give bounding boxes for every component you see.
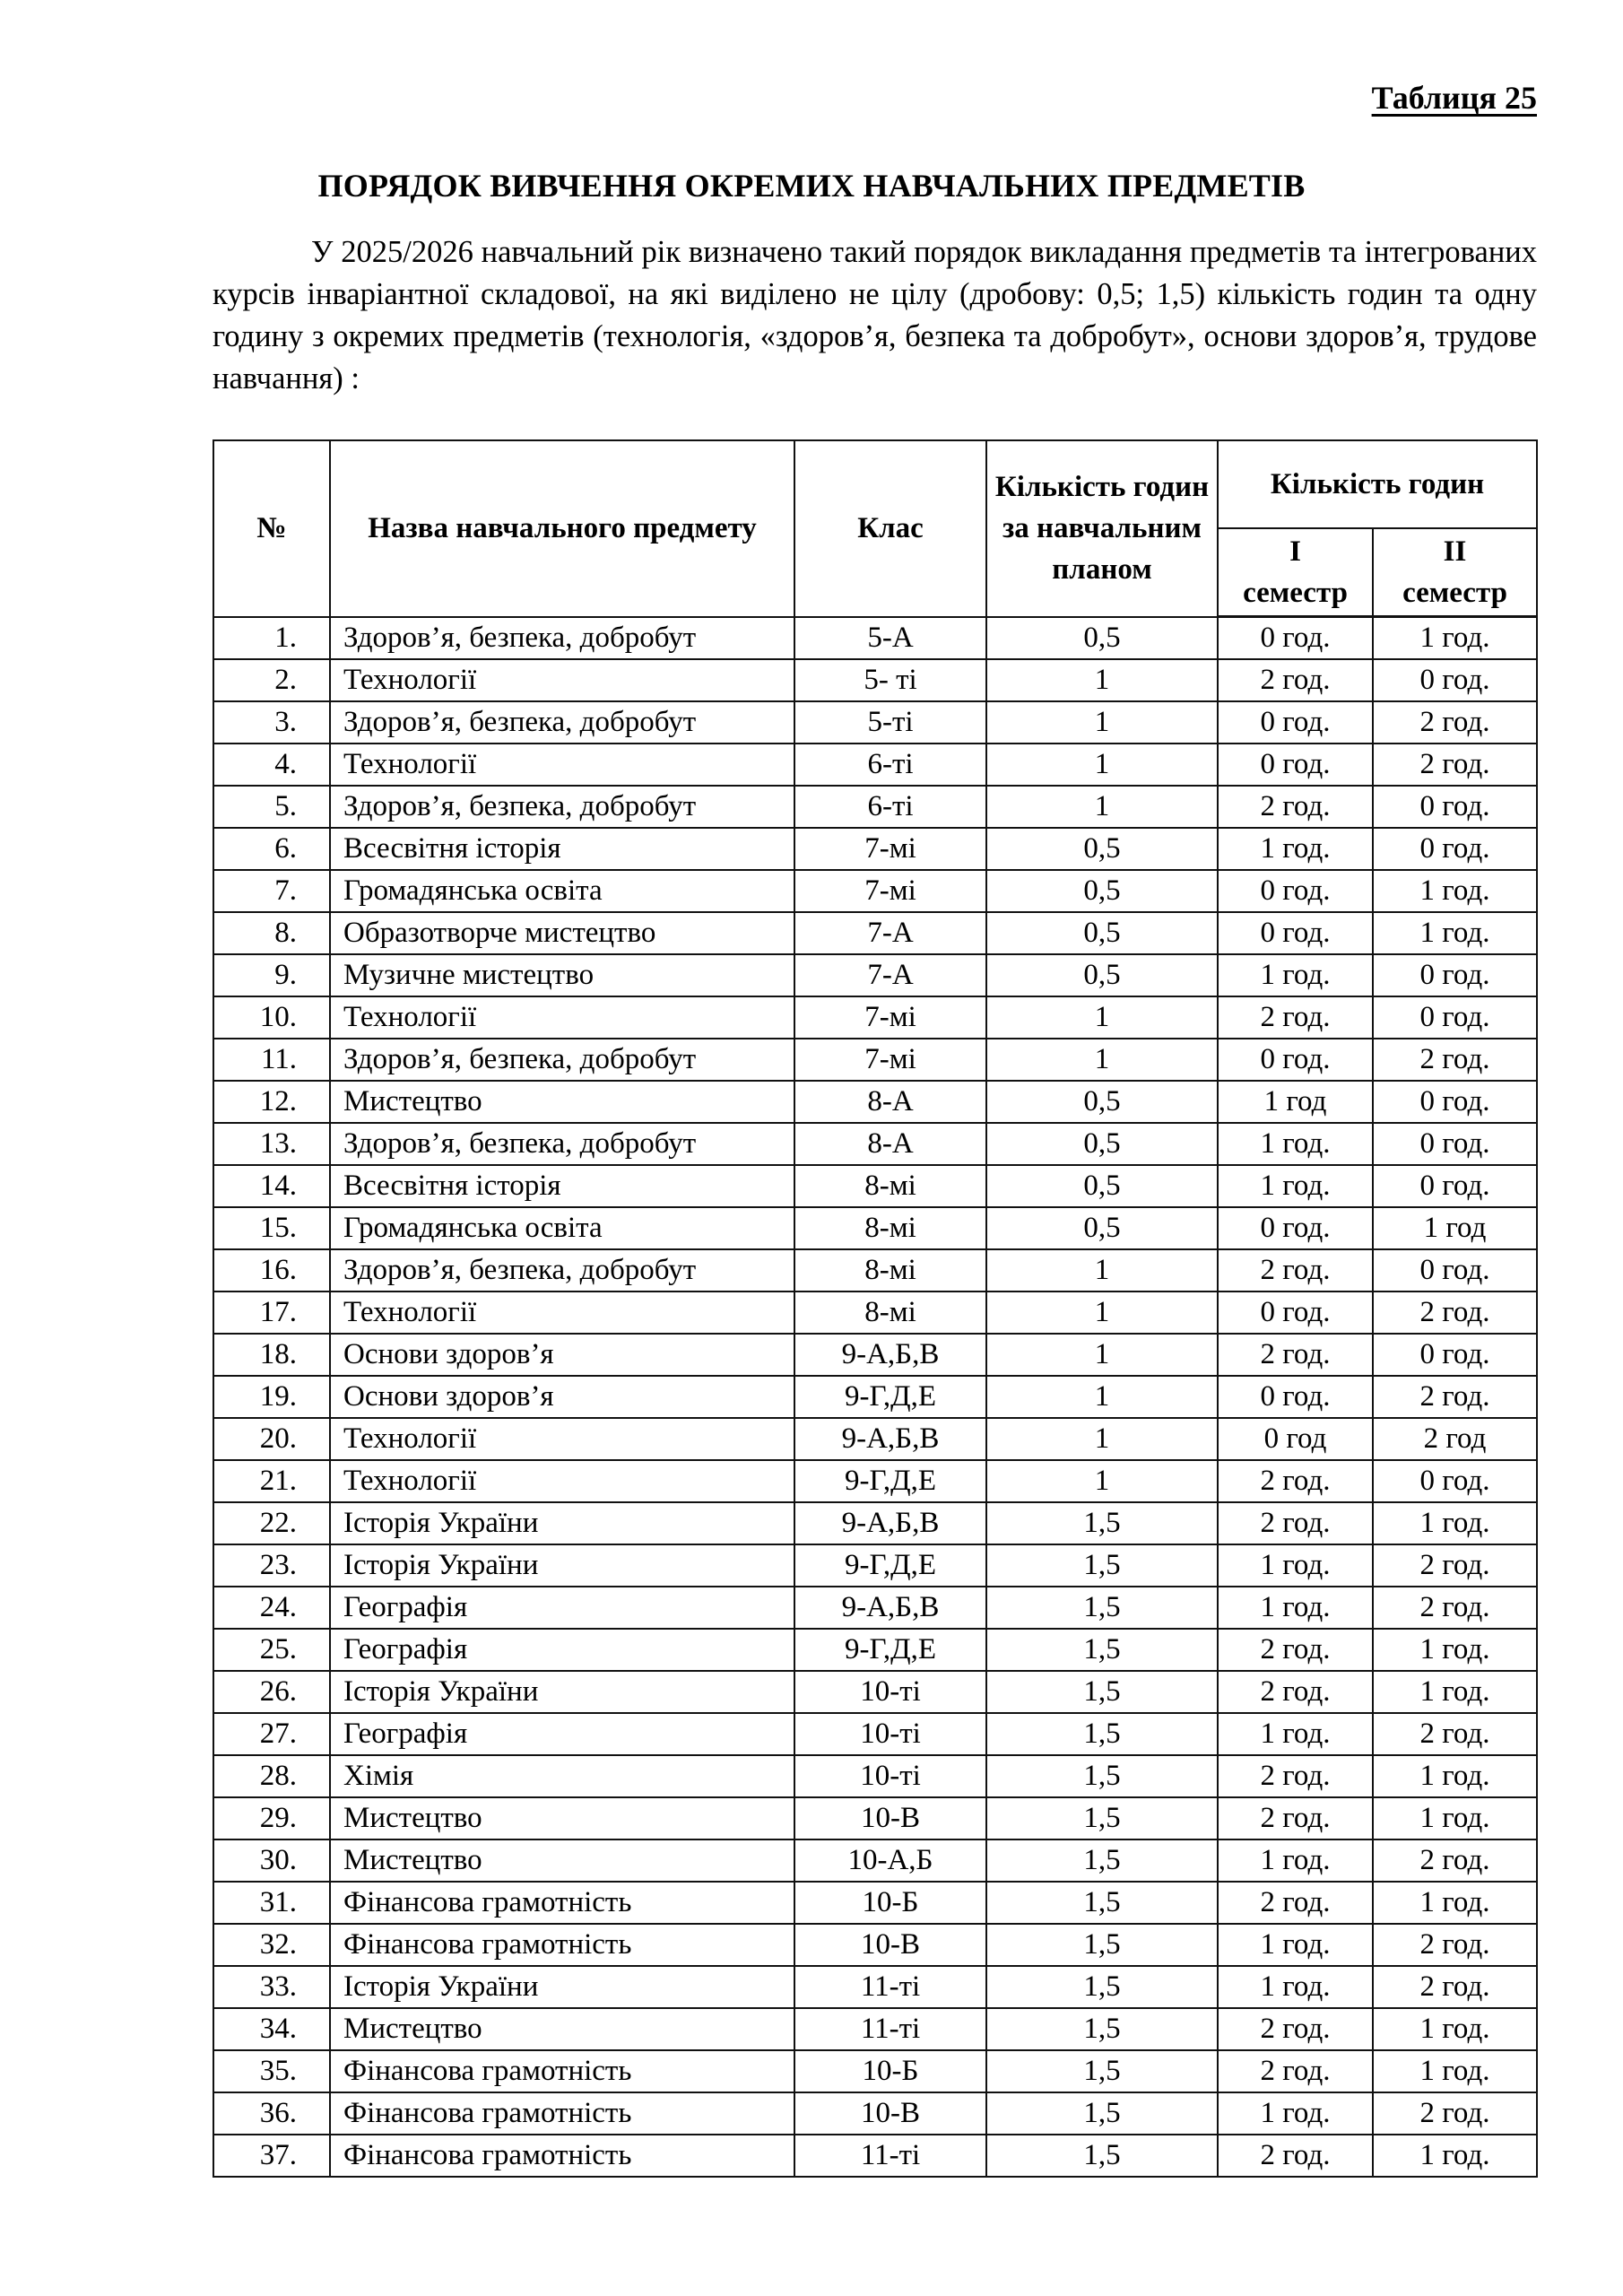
row-number: 2. [213, 659, 330, 701]
semester-1-hours: 1 год. [1218, 954, 1373, 996]
semester-1-hours: 0 год. [1218, 1292, 1373, 1334]
row-number: 32. [213, 1924, 330, 1966]
table-row [213, 659, 1537, 701]
class-name: 8-мі [794, 1249, 986, 1292]
plan-hours: 1,5 [986, 1966, 1218, 2008]
row-number: 15. [213, 1207, 330, 1249]
class-name: 7-мі [794, 996, 986, 1039]
row-number: 36. [213, 2092, 330, 2135]
table-number-label: Таблиця 25 [1371, 80, 1537, 116]
row-number: 37. [213, 2135, 330, 2177]
semester-2-hours: 1 год. [1373, 1671, 1537, 1713]
semester-1-word: семестр [1243, 577, 1348, 609]
row-number: 16. [213, 1249, 330, 1292]
subject-name: Мистецтво [330, 1081, 794, 1123]
subject-name: Географія [330, 1629, 794, 1671]
semester-2-hours: 1 год. [1373, 1755, 1537, 1797]
semester-1-hours: 2 год. [1218, 2050, 1373, 2092]
semester-1-hours: 1 год. [1218, 828, 1373, 870]
table-row [213, 828, 1537, 870]
plan-hours: 1 [986, 1376, 1218, 1418]
subject-name: Технології [330, 1460, 794, 1502]
semester-1-hours: 2 год. [1218, 1882, 1373, 1924]
plan-hours: 1,5 [986, 2092, 1218, 2135]
semester-2-hours: 2 год. [1373, 701, 1537, 744]
plan-hours: 1 [986, 744, 1218, 786]
plan-hours: 0,5 [986, 1123, 1218, 1165]
subject-name: Фінансова грамотність [330, 1924, 794, 1966]
row-number: 11. [213, 1039, 330, 1081]
semester-1-hours: 1 год. [1218, 1924, 1373, 1966]
semester-1-hours: 1 год. [1218, 2092, 1373, 2135]
semester-1-hours: 2 год. [1218, 1629, 1373, 1671]
semester-2-hours: 0 год. [1373, 828, 1537, 870]
table-row [213, 2050, 1537, 2092]
semester-2-hours: 1 год [1373, 1207, 1537, 1249]
plan-hours: 1 [986, 1039, 1218, 1081]
subject-name: Фінансова грамотність [330, 2135, 794, 2177]
class-name: 8-мі [794, 1207, 986, 1249]
row-number: 7. [213, 870, 330, 912]
semester-2-hours: 2 год. [1373, 1544, 1537, 1587]
table-row [213, 1671, 1537, 1713]
row-number: 29. [213, 1797, 330, 1839]
row-number: 27. [213, 1713, 330, 1755]
plan-hours: 0,5 [986, 1165, 1218, 1207]
semester-1-hours: 2 год. [1218, 786, 1373, 828]
plan-hours: 1,5 [986, 1544, 1218, 1587]
subjects-schedule-table [213, 439, 1538, 2178]
table-row [213, 744, 1537, 786]
class-name: 5-А [794, 617, 986, 659]
class-name: 9-Г,Д,Е [794, 1376, 986, 1418]
plan-hours: 1 [986, 1334, 1218, 1376]
plan-hours: 1 [986, 1292, 1218, 1334]
row-number: 3. [213, 701, 330, 744]
subject-name: Технології [330, 659, 794, 701]
table-row [213, 912, 1537, 954]
semester-2-hours: 2 год. [1373, 2092, 1537, 2135]
plan-hours: 1,5 [986, 1502, 1218, 1544]
table-body [213, 617, 1537, 2177]
class-name: 10-А,Б [794, 1839, 986, 1882]
plan-hours: 0,5 [986, 828, 1218, 870]
column-header-plan-hours: Кількість годин за навчальним планом [986, 440, 1218, 617]
semester-1-hours: 0 год. [1218, 617, 1373, 659]
table-row [213, 2135, 1537, 2177]
row-number: 5. [213, 786, 330, 828]
subject-name: Здоров’я, безпека, добробут [330, 1123, 794, 1165]
class-name: 9-Г,Д,Е [794, 1629, 986, 1671]
class-name: 11-ті [794, 2008, 986, 2050]
subject-name: Історія України [330, 1544, 794, 1587]
subject-name: Всесвітня історія [330, 1165, 794, 1207]
semester-1-hours: 0 год. [1218, 1039, 1373, 1081]
plan-hours: 1 [986, 786, 1218, 828]
column-header-class: Клас [794, 440, 986, 617]
semester-1-hours: 1 год. [1218, 1713, 1373, 1755]
table-row [213, 1460, 1537, 1502]
semester-1-hours: 2 год. [1218, 1755, 1373, 1797]
subject-name: Здоров’я, безпека, добробут [330, 1249, 794, 1292]
table-row [213, 1165, 1537, 1207]
subject-name: Історія України [330, 1966, 794, 2008]
table-row [213, 1418, 1537, 1460]
semester-1-hours: 2 год. [1218, 659, 1373, 701]
subject-name: Географія [330, 1587, 794, 1629]
class-name: 6-ті [794, 744, 986, 786]
subject-name: Хімія [330, 1755, 794, 1797]
class-name: 9-Г,Д,Е [794, 1460, 986, 1502]
table-row [213, 786, 1537, 828]
page-title: ПОРЯДОК ВИВЧЕННЯ ОКРЕМИХ НАВЧАЛЬНИХ ПРЕДМЕТІВ [317, 168, 1306, 204]
semester-1-hours: 1 год. [1218, 1839, 1373, 1882]
subject-name: Мистецтво [330, 2008, 794, 2050]
semester-1-hours: 1 год. [1218, 1966, 1373, 2008]
class-name: 9-А,Б,В [794, 1502, 986, 1544]
row-number: 13. [213, 1123, 330, 1165]
plan-hours: 1,5 [986, 1713, 1218, 1755]
semester-2-hours: 2 год. [1373, 1839, 1537, 1882]
row-number: 23. [213, 1544, 330, 1587]
class-name: 10-Б [794, 2050, 986, 2092]
semester-2-hours: 1 год. [1373, 2008, 1537, 2050]
semester-2-hours: 0 год. [1373, 1460, 1537, 1502]
plan-hours: 1,5 [986, 2008, 1218, 2050]
plan-hours: 1,5 [986, 2135, 1218, 2177]
class-name: 10-В [794, 2092, 986, 2135]
row-number: 20. [213, 1418, 330, 1460]
semester-1-hours: 2 год. [1218, 1671, 1373, 1713]
table-row [213, 870, 1537, 912]
semester-2-hours: 1 год. [1373, 1502, 1537, 1544]
subject-name: Мистецтво [330, 1797, 794, 1839]
table-row [213, 1039, 1537, 1081]
class-name: 8-А [794, 1123, 986, 1165]
semester-1-hours: 0 год. [1218, 701, 1373, 744]
class-name: 10-ті [794, 1755, 986, 1797]
class-name: 8-А [794, 1081, 986, 1123]
plan-hours: 0,5 [986, 1081, 1218, 1123]
semester-2-hours: 2 год. [1373, 1924, 1537, 1966]
subject-name: Образотворче мистецтво [330, 912, 794, 954]
semester-2-hours: 1 год. [1373, 1882, 1537, 1924]
semester-1-hours: 0 год. [1218, 912, 1373, 954]
semester-1-hours: 1 год. [1218, 1123, 1373, 1165]
subject-name: Технології [330, 1292, 794, 1334]
class-name: 7-А [794, 912, 986, 954]
semester-2-hours: 2 год. [1373, 744, 1537, 786]
class-name: 10-В [794, 1924, 986, 1966]
class-name: 10-Б [794, 1882, 986, 1924]
column-header-semester-1 [1218, 528, 1373, 617]
table-row [213, 1502, 1537, 1544]
table-row [213, 1376, 1537, 1418]
table-row [213, 1123, 1537, 1165]
table-row [213, 1713, 1537, 1755]
subject-name: Здоров’я, безпека, добробут [330, 1039, 794, 1081]
subject-name: Громадянська освіта [330, 870, 794, 912]
row-number: 35. [213, 2050, 330, 2092]
row-number: 24. [213, 1587, 330, 1629]
class-name: 8-мі [794, 1292, 986, 1334]
plan-hours: 0,5 [986, 954, 1218, 996]
semester-2-hours: 0 год. [1373, 1081, 1537, 1123]
plan-hours: 1 [986, 1418, 1218, 1460]
semester-2-hours: 2 год [1373, 1418, 1537, 1460]
row-number: 10. [213, 996, 330, 1039]
table-header-row [213, 440, 1537, 528]
semester-1-hours: 2 год. [1218, 1334, 1373, 1376]
class-name: 5- ті [794, 659, 986, 701]
plan-hours: 1,5 [986, 1671, 1218, 1713]
class-name: 11-ті [794, 1966, 986, 2008]
plan-hours: 1,5 [986, 1839, 1218, 1882]
semester-2-hours: 0 год. [1373, 996, 1537, 1039]
semester-2-hours: 0 год. [1373, 1165, 1537, 1207]
subject-name: Музичне мистецтво [330, 954, 794, 996]
subject-name: Технології [330, 996, 794, 1039]
semester-2-hours: 1 год. [1373, 1797, 1537, 1839]
class-name: 9-А,Б,В [794, 1587, 986, 1629]
table-row [213, 1966, 1537, 2008]
class-name: 10-ті [794, 1713, 986, 1755]
row-number: 14. [213, 1165, 330, 1207]
row-number: 22. [213, 1502, 330, 1544]
semester-1-hours: 2 год. [1218, 1460, 1373, 1502]
row-number: 34. [213, 2008, 330, 2050]
class-name: 10-ті [794, 1671, 986, 1713]
subject-name: Основи здоров’я [330, 1334, 794, 1376]
table-row [213, 701, 1537, 744]
table-row [213, 1292, 1537, 1334]
plan-hours: 1,5 [986, 1587, 1218, 1629]
row-number: 30. [213, 1839, 330, 1882]
row-number: 9. [213, 954, 330, 996]
subject-name: Основи здоров’я [330, 1376, 794, 1418]
plan-hours: 1,5 [986, 1882, 1218, 1924]
semester-1-hours: 1 год. [1218, 1165, 1373, 1207]
subject-name: Географія [330, 1713, 794, 1755]
semester-2-roman: II [1443, 535, 1467, 568]
semester-2-hours: 1 год. [1373, 870, 1537, 912]
semester-2-hours: 1 год. [1373, 2050, 1537, 2092]
table-row [213, 954, 1537, 996]
plan-hours: 0,5 [986, 912, 1218, 954]
column-header-hours-group: Кількість годин [1218, 440, 1537, 528]
semester-2-hours: 0 год. [1373, 786, 1537, 828]
subject-name: Фінансова грамотність [330, 1882, 794, 1924]
subject-name: Здоров’я, безпека, добробут [330, 786, 794, 828]
subject-name: Технології [330, 1418, 794, 1460]
table-row [213, 1207, 1537, 1249]
row-number: 21. [213, 1460, 330, 1502]
table-row [213, 1797, 1537, 1839]
table-row [213, 617, 1537, 659]
semester-1-roman: I [1289, 535, 1301, 568]
column-header-semester-2 [1373, 528, 1537, 617]
class-name: 8-мі [794, 1165, 986, 1207]
row-number: 31. [213, 1882, 330, 1924]
semester-1-hours: 2 год. [1218, 996, 1373, 1039]
plan-hours: 1,5 [986, 2050, 1218, 2092]
semester-2-hours: 1 год. [1373, 2135, 1537, 2177]
table-row [213, 2092, 1537, 2135]
semester-2-hours: 2 год. [1373, 1292, 1537, 1334]
table-row [213, 1587, 1537, 1629]
table-row [213, 1629, 1537, 1671]
class-name: 6-ті [794, 786, 986, 828]
semester-1-hours: 0 год [1218, 1418, 1373, 1460]
column-header-subject: Назва навчального предмету [330, 440, 794, 617]
table-row [213, 1334, 1537, 1376]
row-number: 18. [213, 1334, 330, 1376]
semester-2-hours: 2 год. [1373, 1713, 1537, 1755]
semester-1-hours: 0 год. [1218, 1376, 1373, 1418]
row-number: 12. [213, 1081, 330, 1123]
row-number: 6. [213, 828, 330, 870]
plan-hours: 1,5 [986, 1629, 1218, 1671]
table-row [213, 1544, 1537, 1587]
subject-name: Історія України [330, 1502, 794, 1544]
table-row [213, 1839, 1537, 1882]
semester-2-hours: 0 год. [1373, 1123, 1537, 1165]
plan-hours: 1 [986, 1460, 1218, 1502]
table-row [213, 1882, 1537, 1924]
plan-hours: 1 [986, 1249, 1218, 1292]
row-number: 28. [213, 1755, 330, 1797]
plan-hours: 0,5 [986, 870, 1218, 912]
semester-2-hours: 0 год. [1373, 659, 1537, 701]
class-name: 7-А [794, 954, 986, 996]
subject-name: Здоров’я, безпека, добробут [330, 701, 794, 744]
table-row [213, 2008, 1537, 2050]
subject-name: Громадянська освіта [330, 1207, 794, 1249]
class-name: 5-ті [794, 701, 986, 744]
table-row [213, 1249, 1537, 1292]
table-row [213, 996, 1537, 1039]
semester-2-hours: 1 год. [1373, 1629, 1537, 1671]
subject-name: Технології [330, 744, 794, 786]
subject-name: Фінансова грамотність [330, 2050, 794, 2092]
semester-1-hours: 1 год. [1218, 1587, 1373, 1629]
subject-name: Історія України [330, 1671, 794, 1713]
semester-1-hours: 1 год. [1218, 1544, 1373, 1587]
semester-2-hours: 2 год. [1373, 1039, 1537, 1081]
semester-2-hours: 0 год. [1373, 1334, 1537, 1376]
semester-1-hours: 2 год. [1218, 2135, 1373, 2177]
class-name: 9-А,Б,В [794, 1418, 986, 1460]
semester-1-hours: 2 год. [1218, 1797, 1373, 1839]
subject-name: Здоров’я, безпека, добробут [330, 617, 794, 659]
semester-1-hours: 0 год. [1218, 744, 1373, 786]
subject-name: Фінансова грамотність [330, 2092, 794, 2135]
plan-hours: 0,5 [986, 1207, 1218, 1249]
plan-hours: 1,5 [986, 1755, 1218, 1797]
row-number: 26. [213, 1671, 330, 1713]
table-row [213, 1755, 1537, 1797]
row-number: 4. [213, 744, 330, 786]
row-number: 19. [213, 1376, 330, 1418]
semester-1-hours: 2 год. [1218, 1249, 1373, 1292]
semester-2-word: семестр [1402, 577, 1507, 609]
row-number: 33. [213, 1966, 330, 2008]
semester-2-hours: 1 год. [1373, 912, 1537, 954]
class-name: 9-А,Б,В [794, 1334, 986, 1376]
semester-1-hours: 2 год. [1218, 2008, 1373, 2050]
class-name: 9-Г,Д,Е [794, 1544, 986, 1587]
plan-hours: 1,5 [986, 1797, 1218, 1839]
table-row [213, 1924, 1537, 1966]
semester-1-hours: 1 год [1218, 1081, 1373, 1123]
semester-2-hours: 2 год. [1373, 1966, 1537, 2008]
subject-name: Мистецтво [330, 1839, 794, 1882]
plan-hours: 1 [986, 701, 1218, 744]
class-name: 7-мі [794, 1039, 986, 1081]
table-row [213, 1081, 1537, 1123]
plan-hours: 0,5 [986, 617, 1218, 659]
semester-2-hours: 2 год. [1373, 1376, 1537, 1418]
semester-2-hours: 2 год. [1373, 1587, 1537, 1629]
column-header-number: № [213, 440, 330, 617]
semester-2-hours: 0 год. [1373, 1249, 1537, 1292]
semester-1-hours: 0 год. [1218, 1207, 1373, 1249]
row-number: 17. [213, 1292, 330, 1334]
row-number: 25. [213, 1629, 330, 1671]
class-name: 7-мі [794, 870, 986, 912]
plan-hours: 1 [986, 996, 1218, 1039]
semester-1-hours: 2 год. [1218, 1502, 1373, 1544]
row-number: 8. [213, 912, 330, 954]
intro-paragraph: У 2025/2026 навчальний рік визначено такий порядок викладання предметів та інтегрованих курсів інваріантної складової, на які виділено не цілу (дробову: 0,5; 1,5) кількість годин та одну годину з окремих предметів (технологія, «здоров’я, безпека та добробут», основи здоров’я, трудове навчання) : [213, 235, 1537, 396]
semester-2-hours: 1 год. [1373, 617, 1537, 659]
row-number: 1. [213, 617, 330, 659]
semester-1-hours: 0 год. [1218, 870, 1373, 912]
class-name: 7-мі [794, 828, 986, 870]
plan-hours: 1 [986, 659, 1218, 701]
class-name: 11-ті [794, 2135, 986, 2177]
class-name: 10-В [794, 1797, 986, 1839]
subject-name: Всесвітня історія [330, 828, 794, 870]
semester-2-hours: 0 год. [1373, 954, 1537, 996]
plan-hours: 1,5 [986, 1924, 1218, 1966]
